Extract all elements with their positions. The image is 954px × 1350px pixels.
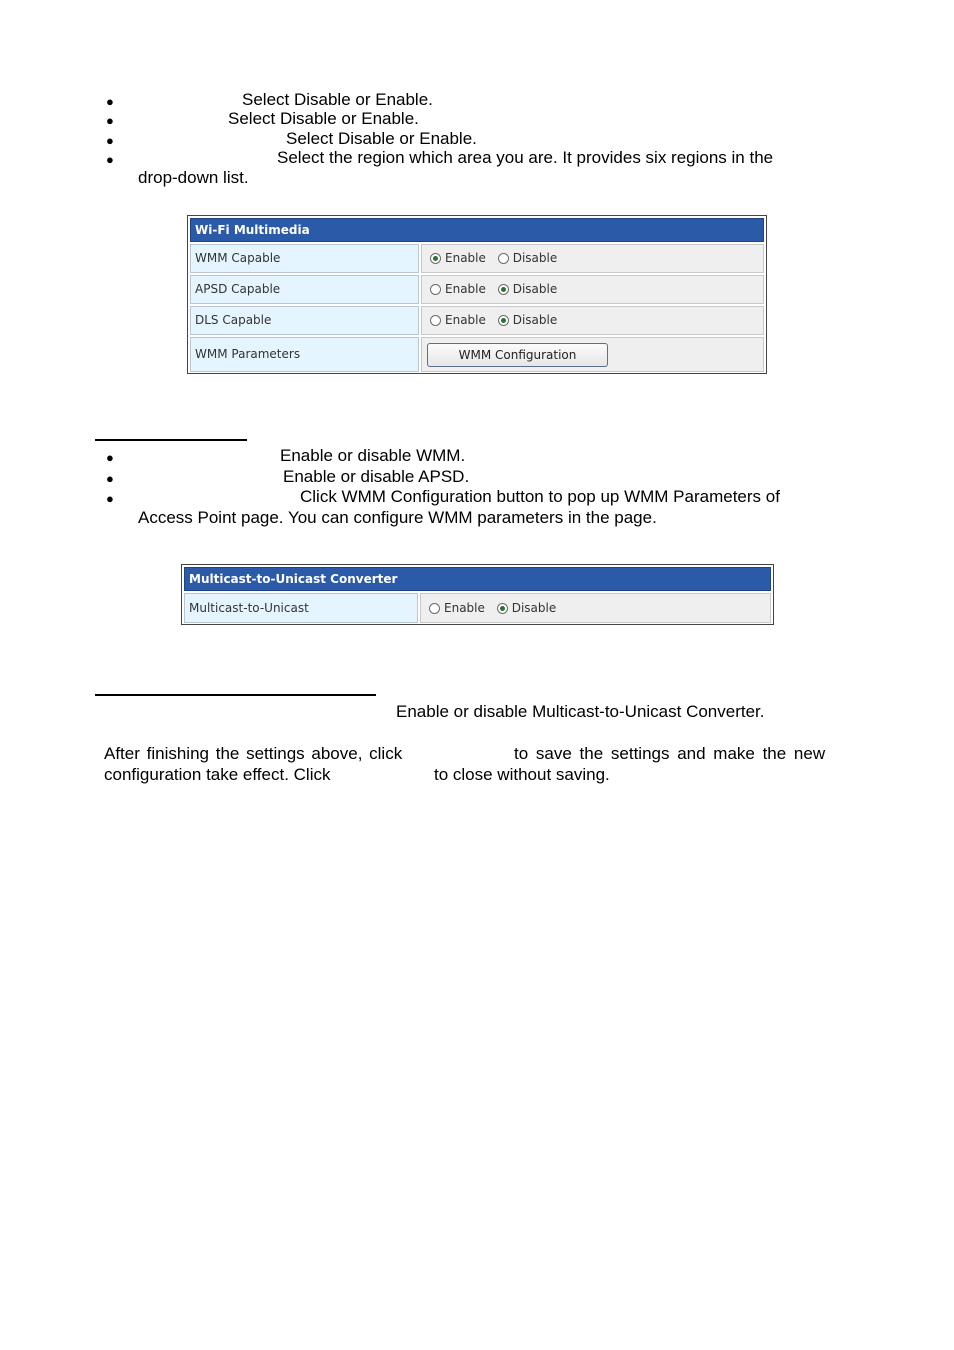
radio-unchecked-icon [498, 253, 509, 264]
bullet-dot: ● [106, 491, 114, 506]
dls-capable-label: DLS Capable [190, 306, 419, 335]
bullet-text: Enable or disable APSD. [283, 467, 470, 486]
wmm-disable-radio[interactable] [498, 245, 558, 272]
dls-enable-radio[interactable] [430, 307, 486, 334]
radio-label: Enable [445, 313, 486, 327]
section-heading-underline [95, 694, 376, 696]
radio-checked-icon [498, 315, 509, 326]
apsd-enable-radio[interactable] [430, 276, 486, 303]
radio-unchecked-icon [429, 603, 440, 614]
closing-text: to save the settings and make the new [514, 744, 826, 763]
radio-unchecked-icon [430, 284, 441, 295]
wifi-multimedia-panel [187, 215, 767, 374]
radio-label: Disable [511, 601, 557, 615]
wmm-configuration-button[interactable]: WMM Configuration [427, 343, 608, 367]
radio-label: Disable [512, 251, 558, 265]
bullet-dot: ● [106, 471, 114, 486]
closing-text: to close without saving. [434, 765, 610, 784]
apsd-disable-radio[interactable] [498, 276, 558, 303]
multicast-to-unicast-options [420, 593, 771, 623]
closing-text: configuration take effect. Click [104, 765, 331, 784]
radio-label: Enable [445, 282, 486, 296]
apsd-capable-label: APSD Capable [190, 275, 419, 304]
panel-title: Multicast-to-Unicast Converter [184, 567, 771, 591]
bullet-dot: ● [106, 152, 114, 167]
radio-checked-icon [498, 284, 509, 295]
bullet-text: Click WMM Configuration button to pop up WMM Parameters of [300, 487, 780, 506]
radio-label: Enable [445, 251, 486, 265]
dls-capable-options [421, 306, 764, 335]
bullet-text: Select the region which area you are. It provides six regions in the [277, 148, 774, 167]
multicast-to-unicast-panel [181, 564, 774, 625]
bullet-text-continuation: Access Point page. You can configure WMM parameters in the page. [138, 508, 657, 527]
m2u-description: Enable or disable Multicast-to-Unicast Converter. [396, 702, 765, 721]
apsd-capable-options [421, 275, 764, 304]
radio-unchecked-icon [430, 315, 441, 326]
bullet-dot: ● [106, 113, 114, 128]
wmm-parameters-cell [421, 337, 764, 372]
wmm-enable-radio[interactable] [430, 245, 486, 272]
bullet-text-continuation: drop-down list. [138, 168, 249, 187]
multicast-to-unicast-label: Multicast-to-Unicast [184, 593, 418, 623]
bullet-text: Select Disable or Enable. [286, 129, 477, 148]
wmm-parameters-label: WMM Parameters [190, 337, 419, 372]
section-heading-underline [95, 439, 247, 441]
bullet-text: Select Disable or Enable. [228, 109, 419, 128]
panel-title: Wi-Fi Multimedia [190, 218, 764, 242]
bullet-text: Enable or disable WMM. [280, 446, 466, 465]
radio-label: Disable [512, 282, 558, 296]
bullet-text: Select Disable or Enable. [242, 90, 433, 109]
radio-label: Disable [512, 313, 558, 327]
wmm-capable-options [421, 244, 764, 273]
m2u-enable-radio[interactable] [429, 594, 485, 622]
dls-disable-radio[interactable] [498, 307, 558, 334]
bullet-dot: ● [106, 133, 114, 148]
radio-label: Enable [444, 601, 485, 615]
closing-text: After finishing the settings above, click [104, 744, 403, 763]
bullet-dot: ● [106, 94, 114, 109]
radio-checked-icon [497, 603, 508, 614]
wmm-capable-label: WMM Capable [190, 244, 419, 273]
radio-checked-icon [430, 253, 441, 264]
bullet-dot: ● [106, 450, 114, 465]
m2u-disable-radio[interactable] [497, 594, 557, 622]
